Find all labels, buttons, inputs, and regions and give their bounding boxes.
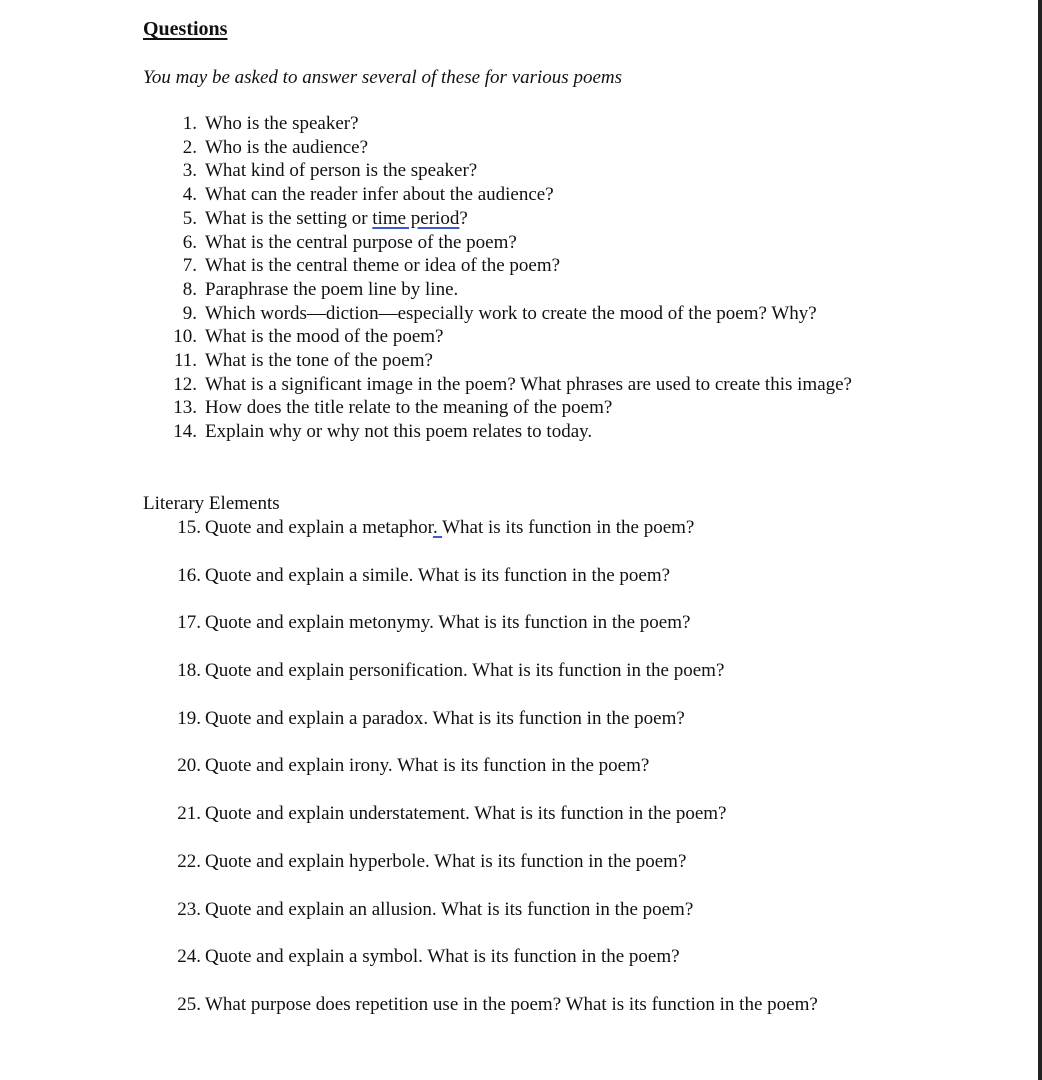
item-number: 19. bbox=[177, 707, 201, 729]
item-number: 14. bbox=[173, 421, 197, 443]
item-text: Quote and explain a symbol. What is its function in the poem? bbox=[205, 946, 680, 968]
item-number: 18. bbox=[177, 660, 201, 682]
item-number: 5. bbox=[182, 207, 197, 229]
item-text-end: What is its function in the poem? bbox=[442, 517, 695, 538]
item-number: 8. bbox=[182, 278, 197, 300]
list-item bbox=[0, 349, 865, 373]
list-item bbox=[0, 302, 865, 326]
item-number: 6. bbox=[182, 231, 197, 253]
item-text: Paraphrase the poem line by line. bbox=[205, 278, 459, 300]
list-item bbox=[0, 373, 865, 397]
list-item bbox=[0, 207, 865, 231]
list-item bbox=[0, 944, 1030, 992]
item-text: Quote and explain understatement. What is its function in the poem? bbox=[205, 803, 727, 825]
item-text: Quote and explain personification. What is its function in the poem? bbox=[205, 660, 725, 682]
list-item bbox=[0, 420, 865, 444]
intro-text: You may be asked to answer several of these for various poems bbox=[143, 67, 622, 88]
item-number: 20. bbox=[177, 755, 201, 777]
item-number: 2. bbox=[182, 136, 197, 158]
item-number: 7. bbox=[182, 255, 197, 277]
list-item bbox=[0, 658, 1030, 706]
item-text: What can the reader infer about the audience? bbox=[205, 184, 554, 206]
list-item bbox=[0, 396, 865, 420]
list-item bbox=[0, 753, 1030, 801]
spellcheck-underlined-text: time period bbox=[372, 207, 460, 229]
list-item bbox=[0, 897, 1030, 945]
literary-elements-list bbox=[0, 515, 1030, 1040]
item-number: 4. bbox=[182, 184, 197, 206]
item-number: 13. bbox=[173, 397, 197, 419]
list-item bbox=[0, 231, 865, 255]
item-text: What is the central purpose of the poem? bbox=[205, 231, 517, 253]
item-text: Quote and explain a simile. What is its function in the poem? bbox=[205, 564, 671, 586]
list-item bbox=[0, 515, 1030, 563]
item-text: What is the tone of the poem? bbox=[205, 350, 433, 372]
list-item bbox=[0, 610, 1030, 658]
item-number: 1. bbox=[182, 113, 197, 134]
list-item bbox=[0, 992, 1030, 1040]
item-number: 21. bbox=[177, 803, 201, 825]
item-text: Which words—diction—especially work to create the mood of the poem? Why? bbox=[205, 302, 817, 324]
spellcheck-underlined-text: . bbox=[432, 517, 443, 538]
section-title-literary-elements: Literary Elements bbox=[143, 493, 280, 514]
item-text: Quote and explain metonymy. What is its function in the poem? bbox=[205, 612, 691, 634]
list-item bbox=[0, 159, 865, 183]
item-number: 23. bbox=[177, 898, 201, 920]
item-number: 15. bbox=[177, 517, 201, 538]
item-text: Who is the audience? bbox=[205, 136, 369, 158]
list-item bbox=[0, 801, 1030, 849]
item-text: How does the title relate to the meaning of the poem? bbox=[205, 397, 613, 419]
item-number: 24. bbox=[177, 946, 201, 968]
page-title: Questions bbox=[143, 18, 228, 40]
item-text: What is the mood of the poem? bbox=[205, 326, 444, 348]
list-item bbox=[0, 136, 865, 160]
item-number: 17. bbox=[177, 612, 201, 634]
item-text: What is a significant image in the poem? What phrases are used to create this image? bbox=[205, 373, 852, 395]
item-number: 25. bbox=[177, 993, 201, 1015]
questions-list bbox=[0, 112, 1030, 444]
item-text: Explain why or why not this poem relates to today. bbox=[205, 421, 593, 443]
item-text: What is the setting or bbox=[205, 207, 373, 229]
item-number: 12. bbox=[173, 373, 197, 395]
item-text: Quote and explain hyperbole. What is its function in the poem? bbox=[205, 850, 687, 872]
item-number: 9. bbox=[182, 302, 197, 324]
item-number: 22. bbox=[177, 850, 201, 872]
list-item bbox=[0, 278, 865, 302]
item-text: Quote and explain a paradox. What is its function in the poem? bbox=[205, 707, 685, 729]
item-text-end: ? bbox=[459, 207, 468, 229]
page-edge-divider bbox=[1038, 0, 1042, 1080]
item-number: 16. bbox=[177, 564, 201, 586]
item-text: Who is the speaker? bbox=[205, 113, 359, 134]
list-item bbox=[0, 254, 865, 278]
list-item bbox=[0, 112, 865, 136]
item-text: What purpose does repetition use in the poem? What is its function in the poem? bbox=[205, 993, 818, 1015]
list-item bbox=[0, 325, 865, 349]
item-text: Quote and explain a metaphor bbox=[205, 517, 433, 538]
list-item bbox=[0, 183, 865, 207]
list-item bbox=[0, 849, 1030, 897]
item-text: Quote and explain an allusion. What is its function in the poem? bbox=[205, 898, 694, 920]
item-text: What is the central theme or idea of the poem? bbox=[205, 255, 561, 277]
item-number: 11. bbox=[173, 350, 197, 372]
list-item bbox=[0, 563, 1030, 611]
item-number: 3. bbox=[182, 160, 197, 182]
item-text: What kind of person is the speaker? bbox=[205, 160, 478, 182]
item-number: 10. bbox=[173, 326, 197, 348]
list-item bbox=[0, 706, 1030, 754]
item-text: Quote and explain irony. What is its function in the poem? bbox=[205, 755, 650, 777]
